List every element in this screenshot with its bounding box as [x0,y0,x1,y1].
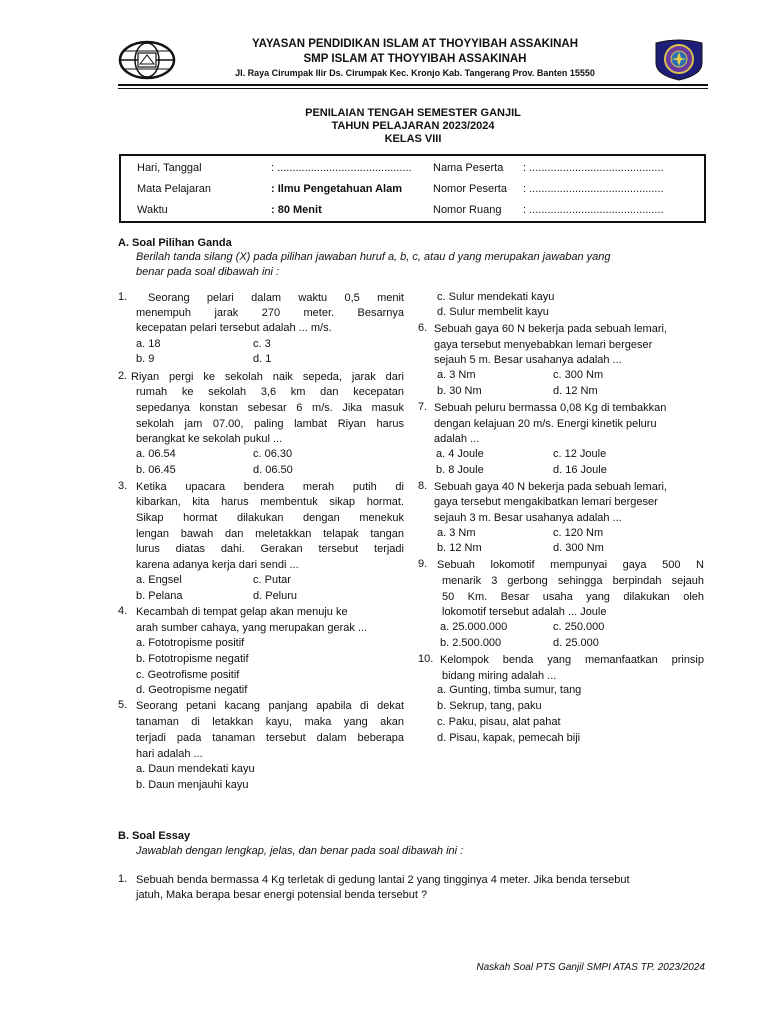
answer-option[interactable]: b. Daun menjauhi kayu [136,779,249,791]
answer-option[interactable]: b. Sekrup, tang, paku [437,700,542,712]
question-number: 5. [118,699,128,711]
answer-option[interactable]: b. 30 Nm [437,385,482,397]
answer-option[interactable]: a. Fototropisme positif [136,637,245,649]
question-text-line: Riyan pergi ke sekolah naik sepeda, jarak dari [131,371,404,383]
exam-title: PENILAIAN TENGAH SEMESTER GANJIL [305,107,521,119]
section-a-instruction-1: Berilah tanda silang (X) pada pilihan jawaban huruf a, b, c, atau d yang merupakan jawaban yang [136,251,611,263]
answer-option[interactable]: d. 300 Nm [553,542,604,554]
id-label-subject: Mata Pelajaran [137,183,211,195]
id-value-number: : ............................................ [523,183,664,195]
question-text-line: bidang miring adalah ... [442,670,557,682]
question-text-line: kecepatan pelari tersebut adalah ... m/s. [136,322,332,334]
question-number: 6. [418,322,428,334]
question-text-line: Sikap hormat dilakukan dengan menekuk [136,512,404,524]
question-text-line: lokomotif tersebut adalah ... Joule [442,606,607,618]
answer-option[interactable]: a. Engsel [136,574,182,586]
answer-option[interactable]: a. Gunting, timba sumur, tang [437,684,582,696]
question-text-line: Seorang petani kacang panjang apabila di dekat [136,700,404,712]
school-emblem [650,37,708,81]
question-text-line: gaya tersebut menyebabkan lemari bergeser [434,339,653,351]
answer-option[interactable]: b. 2.500.000 [440,637,502,649]
id-value-time: : 80 Menit [271,204,322,216]
class-level: KELAS VIII [384,133,442,145]
answer-option[interactable]: c. 120 Nm [553,527,604,539]
question-number: 2. [118,370,128,382]
page-footer: Naskah Soal PTS Ganjil SMPI ATAS TP. 2023/2024 [476,962,705,973]
question-text-line: Sebuah lokomotif mempunyai gaya 500 N [437,559,704,571]
id-label-time: Waktu [137,204,168,216]
question-text-line: sejauh 3 m. Besar usahanya adalah ... [434,512,622,524]
answer-option[interactable]: d. Peluru [253,590,298,602]
id-label-number: Nomor Peserta [433,183,507,195]
question-text-line: Sebuah gaya 40 N bekerja pada sebuah lemari, [434,481,667,493]
answer-option[interactable]: a. Daun mendekati kayu [136,763,255,775]
header-rule-thick [118,84,708,86]
id-value-date: : ............................................ [271,162,412,174]
question-text-line: Sebuah peluru bermassa 0,08 Kg di tembakkan [434,402,667,414]
answer-option[interactable]: a. 3 Nm [437,369,476,381]
question-number: 10. [418,653,434,665]
answer-option[interactable]: b. 06.45 [136,464,176,476]
answer-option[interactable]: c. Paku, pisau, alat pahat [437,716,561,728]
question-text-line: arah sumber cahaya, yang merupakan gerak ... [136,622,368,634]
answer-option[interactable]: c. 3 [253,338,271,350]
school-name: SMP ISLAM AT THOYYIBAH ASSAKINAH [303,53,527,65]
answer-option[interactable]: d. 25.000 [553,637,599,649]
answer-option[interactable]: d. Pisau, kapak, pemecah biji [437,732,581,744]
answer-option[interactable]: b. 8 Joule [436,464,484,476]
question-text-line: lurus diatas dahi. Gerakan tersebut terjadi [136,543,404,555]
essay-text-line: jatuh, Maka berapa besar energi potensial benda tersebut ? [136,889,428,901]
answer-option[interactable]: c. 300 Nm [553,369,604,381]
section-a-instruction-2: benar pada soal dibawah ini : [136,266,280,278]
header-rule-thin [118,88,708,89]
section-b-heading: B. Soal Essay [118,830,191,842]
question-text-line: Kecambah di tempat gelap akan menuju ke [136,606,348,618]
answer-option[interactable]: d. 06.50 [253,464,293,476]
answer-option[interactable]: d. 12 Nm [553,385,598,397]
question-text-line: gaya tersebut mengakibatkan lemari bergeser [434,496,658,508]
id-label-name: Nama Peserta [433,162,504,174]
question-text-line: sepedanya konstan sebesar 6 m/s. Jika masuk [136,402,404,414]
question-text-line: adalah ... [434,433,480,445]
foundation-name: YAYASAN PENDIDIKAN ISLAM AT THOYYIBAH ASSAKINAH [251,38,579,50]
id-label-date: Hari, Tanggal [137,162,202,174]
answer-option[interactable]: c. 250.000 [553,621,605,633]
question-text-line: lengan bawah dan meletakkan telapak tangan [136,528,404,540]
question-text-line: dengan kelajuan 20 m/s. Energi kinetik peluru [434,418,657,430]
question-number: 8. [418,480,428,492]
answer-option[interactable]: a. 4 Joule [436,448,484,460]
answer-option[interactable]: a. 06.54 [136,448,176,460]
foundation-logo [118,40,176,80]
section-a-heading: A. Soal Pilihan Ganda [118,237,232,249]
question-text-line: hari adalah ... [136,748,203,760]
question-text-line: berangkat ke sekolah pukul ... [136,433,283,445]
answer-option[interactable]: b. Fototropisme negatif [136,653,249,665]
answer-option[interactable]: a. 25.000.000 [440,621,508,633]
question-text-line: rumah ke sekolah 3,6 km dan kecepatan [136,386,404,398]
question-text-line: menarik 3 gerbong sehingga berpindah sejauh [442,575,704,587]
question-number: 9. [418,558,428,570]
answer-option[interactable]: a. 3 Nm [437,527,476,539]
essay-text-line: Sebuah benda bermassa 4 Kg terletak di gedung lantai 2 yang tingginya 4 meter. Jika benda tersebut [136,874,630,886]
question-text-line: Seorang pelari dalam waktu 0,5 menit [148,292,404,304]
question-text-line: tanaman di letakkan kayu, maka yang akan [136,716,404,728]
question-text-line: Kelompok benda yang memanfaatkan prinsip [440,654,704,666]
answer-option[interactable]: c. 06.30 [253,448,293,460]
question-text-line: terjadi pada tanaman tersebut dalam beberapa [136,732,404,744]
id-value-subject: : Ilmu Pengetahuan Alam [271,183,403,195]
answer-option[interactable]: c. Geotrofisme positif [136,669,240,681]
question-number: 7. [418,401,428,413]
id-value-name: : ............................................ [523,162,664,174]
answer-option[interactable]: b. Pelana [136,590,183,602]
question-number: 3. [118,480,128,492]
question-text-line: menempuh jarak 270 meter. Besarnya [136,307,404,319]
essay-number: 1. [118,873,128,885]
answer-option[interactable]: c. 12 Joule [553,448,607,460]
question-text-line: 50 Km. Besar usaha yang dilakukan oleh [442,591,704,603]
answer-option[interactable]: d. 16 Joule [553,464,607,476]
id-value-room: : ............................................ [523,204,664,216]
answer-option[interactable]: c. Putar [253,574,291,586]
answer-option[interactable]: d. Sulur membelit kayu [437,306,549,318]
question-text-line: Ketika upacara bendera merah putih di [136,481,404,493]
answer-option[interactable]: a. 18 [136,338,161,350]
question-number: 4. [118,605,128,617]
student-identity-box [119,154,706,223]
answer-option[interactable]: b. 9 [136,353,155,365]
academic-year: TAHUN PELAJARAN 2023/2024 [331,120,495,132]
school-address: Jl. Raya Cirumpak Ilir Ds. Cirumpak Kec. Kronjo Kab. Tangerang Prov. Banten 15550 [235,68,595,78]
question-text-line: Sebuah gaya 60 N bekerja pada sebuah lemari, [434,323,667,335]
question-text-line: kibarkan, kita harus membentuk sikap hormat. [136,496,404,508]
answer-option[interactable]: b. 12 Nm [437,542,482,554]
question-text-line: karena adanya kerja dari sendi ... [136,559,299,571]
section-b-instruction: Jawablah dengan lengkap, jelas, dan benar pada soal dibawah ini : [136,845,464,857]
answer-option[interactable]: d. 1 [253,353,272,365]
answer-option[interactable]: d. Geotropisme negatif [136,684,248,696]
answer-option[interactable]: c. Sulur mendekati kayu [437,291,555,303]
question-text-line: sejauh 5 m. Besar usahanya adalah ... [434,354,622,366]
id-label-room: Nomor Ruang [433,204,502,216]
question-number: 1. [118,291,128,303]
question-text-line: sekolah jam 07.00, paling lambat Riyan harus [136,418,404,430]
